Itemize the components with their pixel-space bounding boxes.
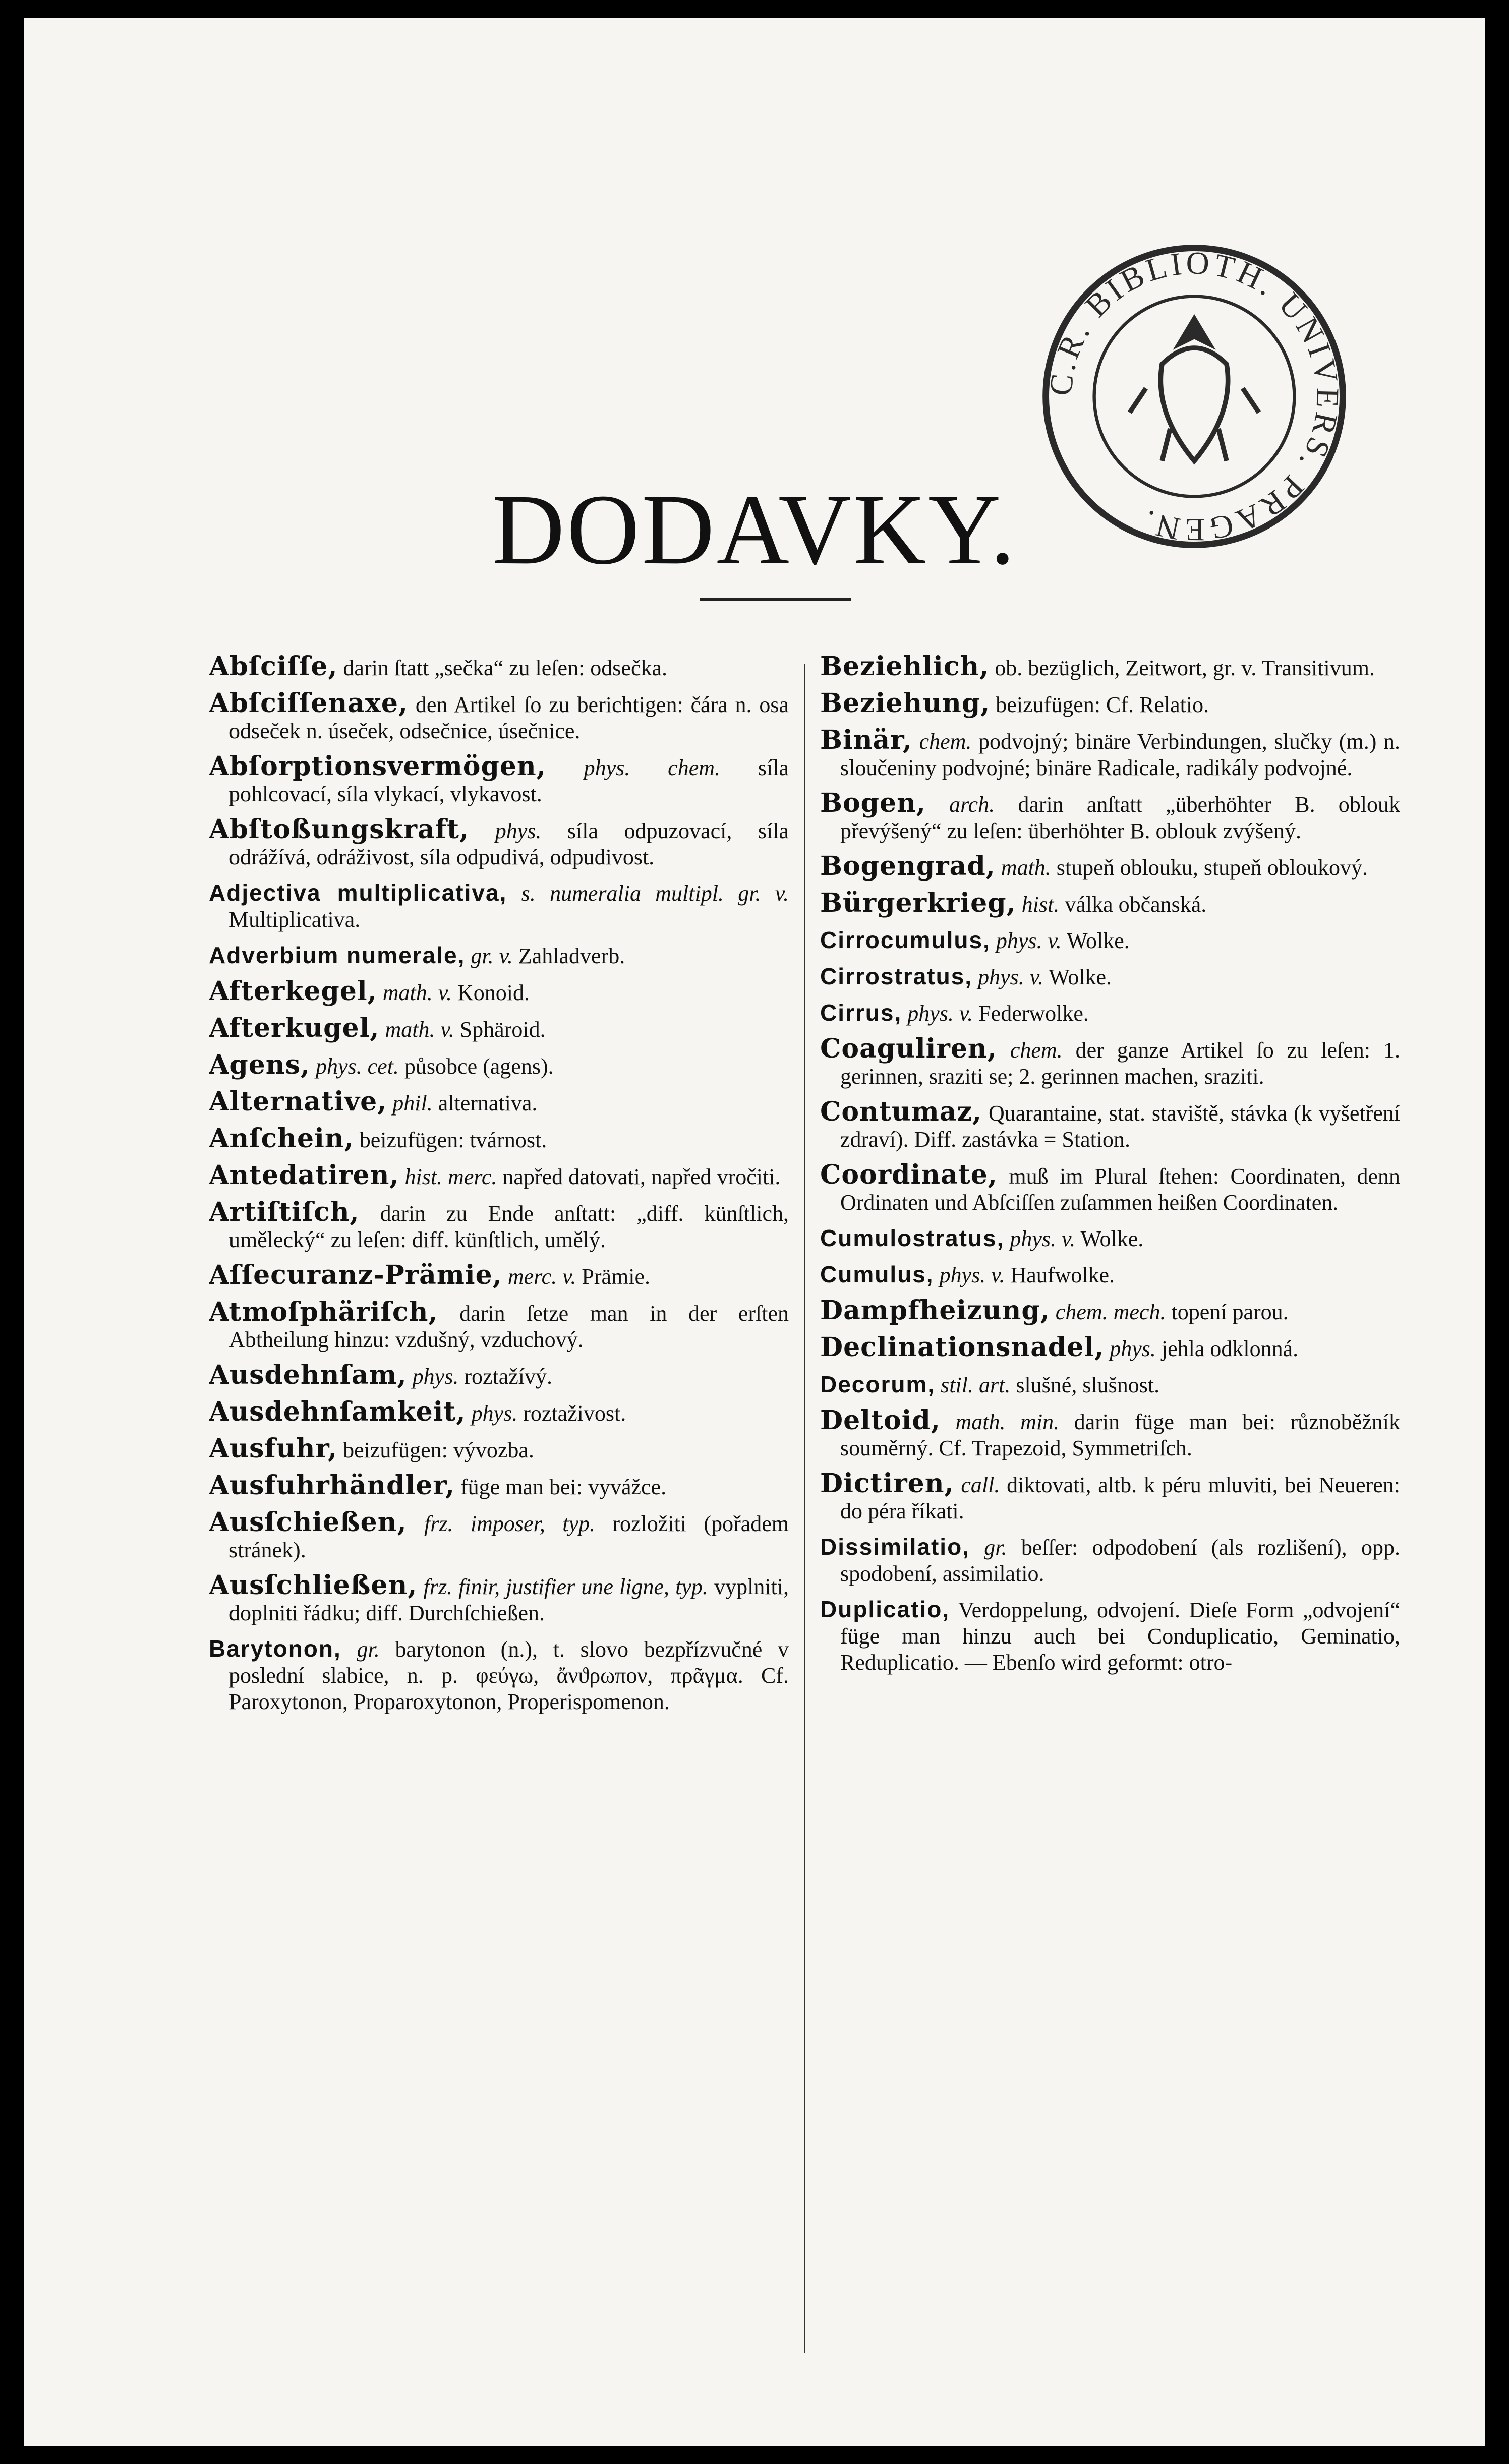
abbreviation: math. min. xyxy=(955,1410,1060,1434)
definition: darin ſetze man in der erſten Abtheilung hinzu: vzdušný, vzduchový. xyxy=(229,1301,789,1352)
headword: Cirrocumulus, xyxy=(820,927,991,953)
page-title: DODAVKY. xyxy=(492,474,1017,585)
headword: Abſtoßungskraft, xyxy=(209,814,470,845)
definition: diktovati, altb. k péru mluviti, bei Neueren: do péra říkati. xyxy=(840,1473,1400,1523)
dictionary-entry xyxy=(209,690,789,744)
dictionary-entry xyxy=(820,963,1400,990)
definition: darin zu Ende anſtatt: „diff. künſtlich, umělecký“ zu leſen: diff. künſtlich, umělý. xyxy=(229,1201,789,1252)
definition: napřed datovati, napřed vročiti. xyxy=(502,1164,781,1189)
headword: Ausſchießen, xyxy=(209,1507,407,1538)
headword: Deltoid, xyxy=(820,1405,941,1436)
headword: Cirrus, xyxy=(820,1000,902,1026)
definition: slušné, slušnost. xyxy=(1016,1373,1160,1397)
abbreviation: s. numeralia multipl. gr. v. xyxy=(521,881,789,906)
definition: ob. bezüglich, Zeitwort, gr. v. Transitivum. xyxy=(995,656,1375,680)
definition: Verdoppelung, odvojení. Dieſe Form „odvojení“ füge man hinzu auch bei Conduplicatio, Geminatio, Reduplicatio. — Ebenſo wird geformt: otro- xyxy=(840,1598,1400,1675)
abbreviation: phys. cet. xyxy=(315,1054,399,1079)
abbreviation: stil. art. xyxy=(941,1373,1011,1397)
abbreviation: phys. xyxy=(471,1401,518,1426)
dictionary-entry xyxy=(820,727,1400,781)
definition: válka občanská. xyxy=(1065,892,1207,917)
definition: síla pohlcovací, síla vlykací, vlykavost. xyxy=(229,755,789,806)
definition: roztaživost. xyxy=(523,1401,626,1426)
page xyxy=(24,18,1485,2446)
definition: Multiplicativa. xyxy=(229,907,361,932)
definition: Konoid. xyxy=(457,980,530,1005)
headword: Ausfuhr, xyxy=(209,1433,338,1464)
definition: Quarantaine, stat. staviště, stávka (k vyšetření zdraví). Diff. zastávka = Station. xyxy=(840,1101,1400,1152)
dictionary-entry xyxy=(820,1000,1400,1027)
headword: Binär, xyxy=(820,725,912,755)
abbreviation: hist. merc. xyxy=(404,1164,497,1189)
dictionary-entry xyxy=(209,1015,789,1043)
headword: Atmoſphäriſch, xyxy=(209,1297,438,1327)
dictionary-entry xyxy=(820,853,1400,881)
headword: Bürgerkrieg, xyxy=(820,888,1016,918)
dictionary-entry xyxy=(820,890,1400,918)
dictionary-entry xyxy=(820,1468,1400,1524)
abbreviation: phys. v. xyxy=(996,928,1062,953)
headword: Afterkugel, xyxy=(209,1013,380,1043)
headword: Alternative, xyxy=(209,1086,387,1117)
dictionary-entry xyxy=(209,1162,789,1190)
definition: beizufügen: vývozba. xyxy=(343,1438,534,1462)
dictionary-columns xyxy=(209,654,1419,2368)
dictionary-entry xyxy=(209,1199,789,1253)
dictionary-entry xyxy=(820,690,1400,718)
right-column xyxy=(820,654,1400,2368)
definition: jehla odklonná. xyxy=(1161,1336,1299,1361)
dictionary-entry xyxy=(820,1371,1400,1398)
headword: Decorum, xyxy=(820,1371,936,1397)
definition: síla odpuzovací, síla odrážívá, odráživost, síla odpudivá, odpudivost. xyxy=(229,818,789,869)
headword: Adjectiva multiplicativa, xyxy=(209,879,507,906)
left-column xyxy=(209,654,789,2368)
dictionary-entry xyxy=(209,1086,789,1117)
headword: Anſchein, xyxy=(209,1123,354,1154)
definition: podvojný; binäre Verbindungen, slučky (m.) n. sloučeniny podvojné; binäre Radicale, radikály podvojné. xyxy=(840,729,1400,780)
dictionary-entry xyxy=(820,927,1400,954)
abbreviation: phys. v. xyxy=(978,965,1043,989)
definition: den Artikel ſo zu berichtigen: čára n. osa odseček n. úseček, odsečnice, úsečnice. xyxy=(229,692,789,743)
definition: darin ſtatt „sečka“ zu leſen: odsečka. xyxy=(343,656,667,680)
headword: Abſorptionsvermögen, xyxy=(209,751,546,782)
definition: füge man bei: vyvážce. xyxy=(460,1475,667,1499)
dictionary-entry xyxy=(820,1225,1400,1252)
definition: darin anſtatt „überhöhter B. oblouk převýšený“ zu leſen: überhöhter B. oblouk zvýšený. xyxy=(840,792,1400,843)
dictionary-entry xyxy=(209,1049,789,1080)
definition: roztažívý. xyxy=(464,1364,553,1389)
abbreviation: phys. xyxy=(1110,1336,1156,1361)
definition: Federwolke. xyxy=(978,1001,1089,1026)
abbreviation: merc. v. xyxy=(507,1264,576,1289)
definition: Sphäroid. xyxy=(459,1017,546,1042)
dictionary-entry xyxy=(820,1295,1400,1326)
abbreviation: math. v. xyxy=(385,1017,454,1042)
headword: Afterkegel, xyxy=(209,976,377,1007)
definition: beizufügen: Cf. Relatio. xyxy=(996,692,1209,717)
headword: Abſciſſe, xyxy=(209,654,338,682)
headword: Antedatiren, xyxy=(209,1160,399,1191)
dictionary-entry xyxy=(820,1407,1400,1461)
headword: Cumulus, xyxy=(820,1261,934,1287)
abbreviation: gr. xyxy=(984,1535,1007,1560)
abbreviation: phys. chem. xyxy=(584,755,721,780)
dictionary-entry xyxy=(209,1262,789,1290)
definition: Haufwolke. xyxy=(1010,1263,1115,1287)
dictionary-entry xyxy=(209,1123,789,1154)
dictionary-entry xyxy=(820,1534,1400,1587)
definition: stupeň oblouku, stupeň obloukový. xyxy=(1056,855,1368,880)
headword: Coaguliren, xyxy=(820,1033,997,1064)
abbreviation: phys. v. xyxy=(907,1001,973,1026)
column-divider xyxy=(804,664,805,2353)
headword: Dictiren, xyxy=(820,1468,954,1499)
definition: Zahladverb. xyxy=(518,944,625,968)
headword: Barytonon, xyxy=(209,1635,341,1662)
definition: Wolke. xyxy=(1066,928,1130,953)
definition: barytonon (n.), t. slovo bezpřízvučné v poslední slabice, n. p. φεύγω, ἄνϑρωπον, πρᾶγμα. Cf. Paroxytonon, Proparoxytonon, Properispomenon. xyxy=(229,1637,789,1714)
title-rule xyxy=(700,598,851,601)
dictionary-entry xyxy=(209,654,789,681)
headword: Coordinate, xyxy=(820,1159,998,1190)
headword: Agens, xyxy=(209,1049,310,1080)
dictionary-entry xyxy=(209,1396,789,1427)
abbreviation: call. xyxy=(961,1473,1000,1497)
headword: Beziehung, xyxy=(820,688,991,719)
headword: Abſciſſenaxe, xyxy=(209,688,409,719)
abbreviation: phys. v. xyxy=(939,1263,1005,1287)
dictionary-entry xyxy=(209,1470,789,1501)
definition: beſſer: odpodobení (als rozlišení), opp. spodobení, assimilatio. xyxy=(840,1535,1400,1586)
dictionary-entry xyxy=(820,1334,1400,1362)
headword: Ausfuhrhändler, xyxy=(209,1470,455,1501)
dictionary-entry xyxy=(209,1635,789,1715)
headword: Beziehlich, xyxy=(820,654,990,682)
stamp-text: C.R. BIBLIOTH. UNIVERS. PRAGEN. xyxy=(1042,245,1346,548)
definition: muß im Plural ſtehen: Coordinaten, denn Ordinaten und Abſciſſen zuſammen heißen Coordinaten. xyxy=(840,1164,1400,1215)
dictionary-entry xyxy=(209,1572,789,1626)
abbreviation: frz. imposer, typ. xyxy=(424,1511,595,1536)
headword: Artiſtiſch, xyxy=(209,1197,360,1227)
headword: Ausſchließen, xyxy=(209,1570,418,1601)
definition: Prämie. xyxy=(582,1264,651,1289)
abbreviation: hist. xyxy=(1021,892,1060,917)
dictionary-entry xyxy=(820,1033,1400,1090)
dictionary-entry xyxy=(820,1261,1400,1288)
dictionary-entry xyxy=(209,1433,789,1464)
dictionary-entry xyxy=(820,1596,1400,1676)
definition: působce (agens). xyxy=(404,1054,554,1079)
headword: Declinationsnadel, xyxy=(820,1332,1105,1363)
headword: Contumaz, xyxy=(820,1096,982,1127)
headword: Bogengrad, xyxy=(820,851,996,882)
dictionary-entry xyxy=(209,1362,789,1390)
dictionary-entry xyxy=(209,879,789,933)
dictionary-entry xyxy=(820,654,1400,681)
definition: topení parou. xyxy=(1171,1300,1289,1324)
definition: Wolke. xyxy=(1080,1226,1144,1251)
dictionary-entry xyxy=(209,1299,789,1353)
abbreviation: chem. xyxy=(919,729,972,754)
abbreviation: chem. mech. xyxy=(1055,1300,1166,1324)
dictionary-entry xyxy=(209,816,789,870)
dictionary-entry xyxy=(820,790,1400,844)
definition: Wolke. xyxy=(1049,965,1112,989)
dictionary-entry xyxy=(209,753,789,807)
headword: Dampfheizung, xyxy=(820,1295,1050,1326)
abbreviation: phil. xyxy=(392,1091,433,1116)
dictionary-entry xyxy=(209,1509,789,1563)
headword: Duplicatio, xyxy=(820,1596,950,1622)
headword: Cirrostratus, xyxy=(820,963,973,989)
abbreviation: gr. v. xyxy=(471,944,513,968)
headword: Bogen, xyxy=(820,788,926,818)
abbreviation: gr. xyxy=(357,1637,380,1662)
definition: darin füge man bei: různoběžník souměrný. Cf. Trapezoid, Symmetriſch. xyxy=(840,1410,1400,1460)
headword: Cumulostratus, xyxy=(820,1225,1005,1251)
headword: Ausdehnſam, xyxy=(209,1360,407,1390)
definition: der ganze Artikel ſo zu leſen: 1. gerinnen, sraziti se; 2. gerinnen machen, sraziti. xyxy=(840,1038,1400,1089)
abbreviation: arch. xyxy=(949,792,995,817)
dictionary-entry xyxy=(209,978,789,1006)
headword: Ausdehnſamkeit, xyxy=(209,1396,466,1427)
definition: alternativa. xyxy=(438,1091,538,1116)
headword: Adverbium numerale, xyxy=(209,942,466,968)
abbreviation: phys. v. xyxy=(1010,1226,1076,1251)
headword: Dissimilatio, xyxy=(820,1534,970,1560)
dictionary-entry xyxy=(820,1159,1400,1216)
definition: beizufügen: tvárnost. xyxy=(359,1128,547,1152)
dictionary-entry xyxy=(820,1096,1400,1153)
abbreviation: math. xyxy=(1001,855,1051,880)
definition: vyplniti, doplniti řádku; diff. Durchſchießen. xyxy=(229,1574,789,1625)
abbreviation: chem. xyxy=(1010,1038,1063,1063)
abbreviation: phys. xyxy=(412,1364,459,1389)
dictionary-entry xyxy=(209,942,789,969)
abbreviation: phys. xyxy=(495,818,542,843)
abbreviation: frz. finir, justifier une ligne, typ. xyxy=(423,1574,708,1599)
headword: Aſſecuranz-Prämie, xyxy=(209,1260,502,1290)
abbreviation: math. v. xyxy=(382,980,452,1005)
definition: rozložiti (pořadem stránek). xyxy=(229,1511,789,1562)
